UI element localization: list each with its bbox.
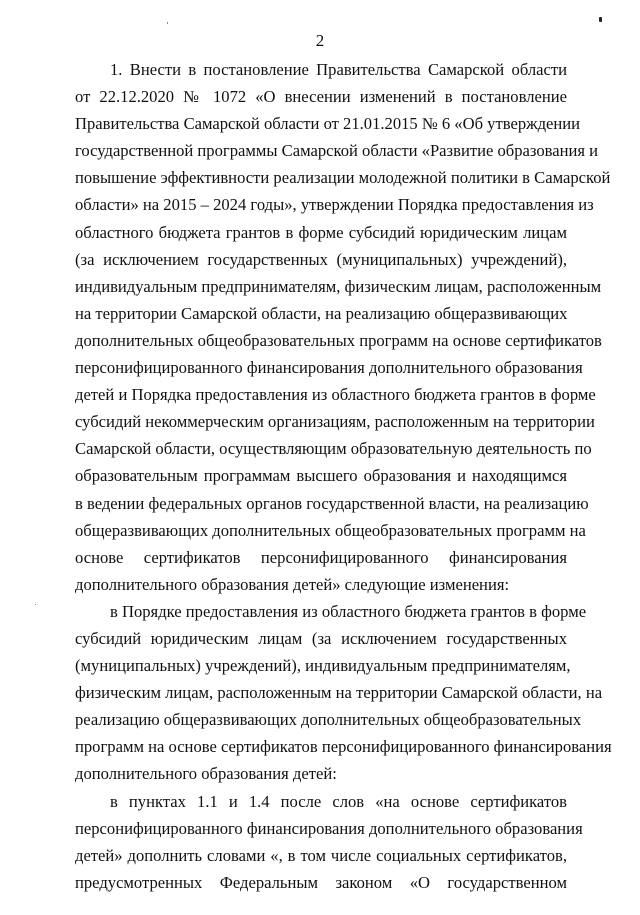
- scan-mark: [599, 17, 602, 22]
- text-line: образовательным программам высшего образования и находящимся: [75, 466, 567, 486]
- scan-speck: [35, 604, 36, 605]
- text-line: дополнительного образования детей:: [75, 764, 337, 784]
- text-line: дополнительного образования детей» следующие изменения:: [75, 574, 510, 594]
- text-line: на территории Самарской области, на реализацию общеразвивающих: [75, 303, 568, 323]
- text-line: персонифицированного финансирования дополнительного образования: [75, 818, 583, 838]
- text-line: дополнительных общеобразовательных программ на основе сертификатов: [75, 330, 602, 350]
- text-line: государственной программы Самарской области «Развитие образования и: [75, 141, 599, 161]
- text-line: общеразвивающих дополнительных общеобразовательных программ на: [75, 520, 586, 540]
- text-line: Правительства Самарской области от 21.01.2015 № 6 «Об утверждении: [75, 114, 581, 134]
- paragraph: [75, 56, 611, 598]
- text-line: детей» дополнить словами «, в том числе социальных сертификатов,: [75, 845, 567, 865]
- text-line: (муниципальных) учреждений), индивидуальным предпринимателям,: [75, 656, 571, 676]
- text-line: реализацию общеразвивающих дополнительных общеобразовательных: [75, 710, 582, 730]
- text-line: персонифицированного финансирования дополнительного образования: [75, 358, 583, 378]
- scan-speck: [167, 22, 168, 24]
- paragraph: [75, 598, 612, 788]
- text-line: 1. Внести в постановление Правительства Самарской области: [110, 60, 567, 79]
- text-line: программ на основе сертификатов персонифицированного финансирования: [75, 737, 612, 757]
- text-line: в ведении федеральных органов государственной власти, на реализацию: [75, 493, 589, 513]
- document-body: [75, 56, 612, 896]
- text-line: Самарской области, осуществляющим образовательную деятельность по: [75, 439, 592, 459]
- text-line: областного бюджета грантов в форме субсидий юридическим лицам: [75, 222, 567, 242]
- text-line: физическим лицам, расположенным на территории Самарской области, на: [75, 683, 603, 703]
- text-line: повышение эффективности реализации молодежной политики в Самарской: [75, 168, 611, 188]
- text-line: области» на 2015 – 2024 годы», утверждении Порядка предоставления из: [75, 195, 594, 215]
- text-line: (за исключением государственных (муниципальных) учреждений),: [75, 249, 567, 269]
- text-line: основе сертификатов персонифицированного финансирования: [75, 547, 567, 567]
- text-line: в пунктах 1.1 и 1.4 после слов «на основе сертификатов: [110, 791, 567, 811]
- page-number: 2: [315, 31, 325, 50]
- text-line: в Порядке предоставления из областного бюджета грантов в форме: [110, 601, 587, 621]
- text-line: субсидий некоммерческим организациям, расположенным на территории: [75, 412, 595, 432]
- text-line: предусмотренных Федеральным законом «О государственном: [75, 872, 567, 892]
- text-line: от 22.12.2020 № 1072 «О внесении изменений в постановление: [75, 87, 567, 107]
- text-line: детей и Порядка предоставления из областного бюджета грантов в форме: [75, 385, 596, 405]
- text-line: субсидий юридическим лицам (за исключением государственных: [75, 628, 567, 648]
- text-line: индивидуальным предпринимателям, физическим лицам, расположенным: [75, 276, 602, 296]
- paragraph: [75, 788, 583, 896]
